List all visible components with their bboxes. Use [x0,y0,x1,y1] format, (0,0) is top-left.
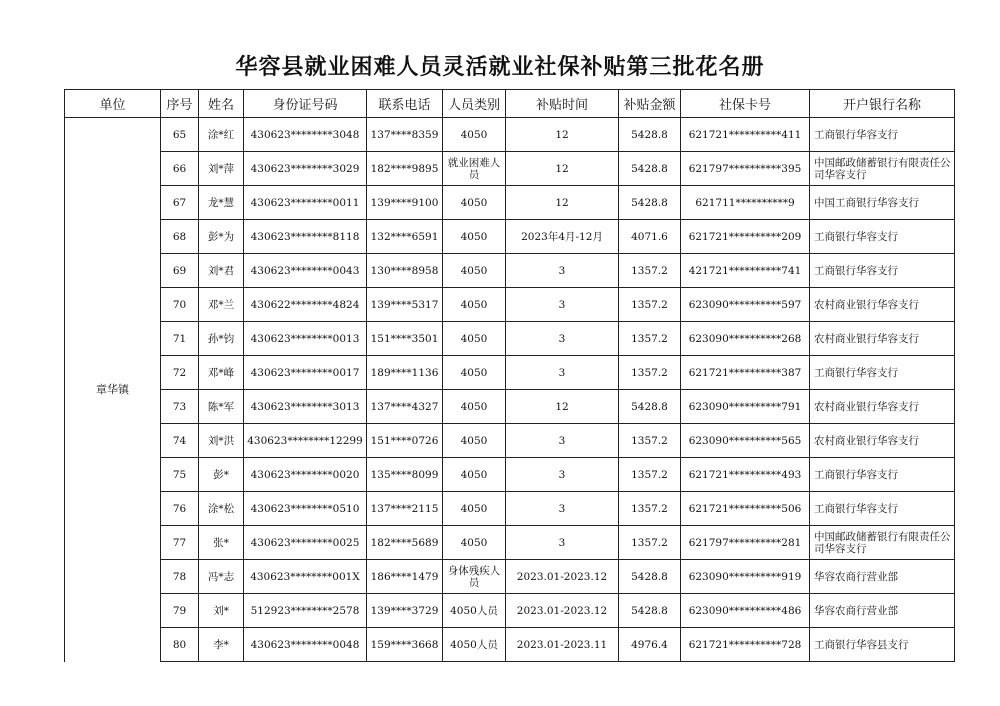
cell-bank: 中国邮政储蓄银行有限责任公司华容支行 [810,152,955,186]
cell-card-number: 621721**********728 [681,628,810,662]
table-row [65,186,955,220]
cell-name: 冯*志 [199,560,244,594]
cell-amount: 5428.8 [619,118,681,152]
cell-id-number: 430623********8118 [244,220,367,254]
cell-bank: 工商银行华容支行 [810,458,955,492]
cell-bank: 中国工商银行华容支行 [810,186,955,220]
table-row [65,458,955,492]
cell-amount: 1357.2 [619,322,681,356]
cell-phone: 137****8359 [367,118,443,152]
cell-no: 72 [161,356,199,390]
cell-period: 3 [506,322,619,356]
col-header-phone: 联系电话 [367,90,443,118]
col-header-card: 社保卡号 [681,90,810,118]
cell-name: 刘*萍 [199,152,244,186]
cell-id-number: 430623********0011 [244,186,367,220]
cell-bank: 工商银行华容支行 [810,118,955,152]
cell-amount: 5428.8 [619,560,681,594]
cell-card-number: 621797**********395 [681,152,810,186]
cell-amount: 1357.2 [619,492,681,526]
cell-phone: 139****9100 [367,186,443,220]
cell-period: 12 [506,390,619,424]
cell-id-number: 430623********0043 [244,254,367,288]
table-row [65,390,955,424]
cell-amount: 1357.2 [619,458,681,492]
col-header-amount: 补贴金额 [619,90,681,118]
cell-period: 3 [506,492,619,526]
cell-bank: 华容农商行营业部 [810,594,955,628]
cell-category: 身体残疾人员 [443,560,506,594]
table-row [65,560,955,594]
cell-category: 4050 [443,288,506,322]
cell-bank: 农村商业银行华容支行 [810,322,955,356]
cell-bank: 工商银行华容支行 [810,254,955,288]
cell-no: 74 [161,424,199,458]
cell-name: 刘*洪 [199,424,244,458]
cell-category: 就业困难人员 [443,152,506,186]
cell-phone: 137****2115 [367,492,443,526]
cell-period: 3 [506,254,619,288]
cell-name: 孙*钧 [199,322,244,356]
cell-amount: 1357.2 [619,254,681,288]
table-row [65,424,955,458]
cell-no: 78 [161,560,199,594]
cell-no: 71 [161,322,199,356]
cell-id-number: 430623********0510 [244,492,367,526]
cell-period: 12 [506,186,619,220]
cell-no: 69 [161,254,199,288]
cell-period: 2023.01-2023.12 [506,560,619,594]
cell-category: 4050 [443,458,506,492]
cell-phone: 182****9895 [367,152,443,186]
cell-name: 龙*慧 [199,186,244,220]
cell-no: 65 [161,118,199,152]
cell-card-number: 621797**********281 [681,526,810,560]
cell-phone: 137****4327 [367,390,443,424]
cell-phone: 139****5317 [367,288,443,322]
cell-card-number: 623090**********268 [681,322,810,356]
cell-amount: 1357.2 [619,526,681,560]
cell-amount: 1357.2 [619,424,681,458]
cell-category: 4050 [443,390,506,424]
cell-category: 4050 [443,118,506,152]
cell-category: 4050 [443,424,506,458]
cell-category: 4050 [443,526,506,560]
cell-no: 80 [161,628,199,662]
cell-period: 3 [506,424,619,458]
cell-id-number: 430623********12299 [244,424,367,458]
cell-no: 66 [161,152,199,186]
cell-name: 陈*军 [199,390,244,424]
cell-phone: 186****1479 [367,560,443,594]
cell-amount: 1357.2 [619,356,681,390]
cell-period: 2023.01-2023.12 [506,594,619,628]
cell-bank: 工商银行华容支行 [810,492,955,526]
table-row [65,526,955,560]
cell-id-number: 430623********001X [244,560,367,594]
cell-phone: 135****8099 [367,458,443,492]
table-row [65,288,955,322]
cell-amount: 5428.8 [619,186,681,220]
col-header-bank: 开户银行名称 [810,90,955,118]
roster-table [64,89,955,662]
cell-name: 李* [199,628,244,662]
cell-category: 4050 [443,254,506,288]
cell-phone: 130****8958 [367,254,443,288]
cell-name: 张* [199,526,244,560]
cell-period: 2023年4月-12月 [506,220,619,254]
cell-phone: 159****3668 [367,628,443,662]
cell-category: 4050人员 [443,628,506,662]
table-row [65,220,955,254]
cell-amount: 5428.8 [619,390,681,424]
cell-id-number: 430623********0017 [244,356,367,390]
cell-category: 4050 [443,186,506,220]
cell-name: 涂*红 [199,118,244,152]
table-row [65,152,955,186]
cell-category: 4050 [443,356,506,390]
cell-period: 3 [506,288,619,322]
cell-amount: 4071.6 [619,220,681,254]
cell-period: 12 [506,118,619,152]
cell-period: 12 [506,152,619,186]
cell-category: 4050 [443,492,506,526]
cell-name: 彭* [199,458,244,492]
table-row [65,356,955,390]
cell-no: 75 [161,458,199,492]
cell-id-number: 430623********3048 [244,118,367,152]
cell-card-number: 623090**********597 [681,288,810,322]
table-row [65,492,955,526]
cell-name: 涂*松 [199,492,244,526]
cell-id-number: 512923********2578 [244,594,367,628]
cell-no: 79 [161,594,199,628]
cell-card-number: 421721**********741 [681,254,810,288]
table-row [65,628,955,662]
cell-id-number: 430623********3029 [244,152,367,186]
cell-bank: 工商银行华容支行 [810,356,955,390]
cell-card-number: 623090**********486 [681,594,810,628]
cell-card-number: 623090**********565 [681,424,810,458]
cell-category: 4050人员 [443,594,506,628]
cell-id-number: 430622********4824 [244,288,367,322]
cell-period: 3 [506,458,619,492]
cell-no: 76 [161,492,199,526]
cell-card-number: 621711**********9 [681,186,810,220]
cell-no: 77 [161,526,199,560]
cell-no: 68 [161,220,199,254]
cell-bank: 农村商业银行华容支行 [810,288,955,322]
cell-card-number: 621721**********493 [681,458,810,492]
cell-bank: 农村商业银行华容支行 [810,424,955,458]
cell-name: 邓*兰 [199,288,244,322]
cell-id-number: 430623********3013 [244,390,367,424]
header-row [65,90,955,118]
cell-name: 彭*为 [199,220,244,254]
page-title: 华容县就业困难人员灵活就业社保补贴第三批花名册 [235,55,765,80]
cell-amount: 5428.8 [619,594,681,628]
table-body [65,118,955,662]
col-header-no: 序号 [161,90,199,118]
table-row [65,594,955,628]
cell-phone: 132****6591 [367,220,443,254]
cell-card-number: 621721**********506 [681,492,810,526]
cell-name: 刘*君 [199,254,244,288]
cell-unit: 章华镇 [65,118,161,662]
table-row [65,322,955,356]
cell-name: 邓*峰 [199,356,244,390]
cell-no: 73 [161,390,199,424]
cell-period: 2023.01-2023.11 [506,628,619,662]
table-row [65,254,955,288]
cell-bank: 农村商业银行华容支行 [810,390,955,424]
cell-card-number: 621721**********209 [681,220,810,254]
cell-no: 70 [161,288,199,322]
cell-category: 4050 [443,220,506,254]
col-header-category: 人员类别 [443,90,506,118]
col-header-id: 身份证号码 [244,90,367,118]
cell-bank: 中国邮政储蓄银行有限责任公司华容支行 [810,526,955,560]
col-header-period: 补贴时间 [506,90,619,118]
col-header-name: 姓名 [199,90,244,118]
cell-phone: 182****5689 [367,526,443,560]
cell-no: 67 [161,186,199,220]
cell-id-number: 430623********0048 [244,628,367,662]
col-header-unit: 单位 [65,90,161,118]
cell-card-number: 623090**********791 [681,390,810,424]
cell-period: 3 [506,356,619,390]
cell-amount: 1357.2 [619,288,681,322]
cell-amount: 4976.4 [619,628,681,662]
cell-name: 刘* [199,594,244,628]
table-row [65,118,955,152]
cell-bank: 工商银行华容县支行 [810,628,955,662]
cell-id-number: 430623********0013 [244,322,367,356]
cell-id-number: 430623********0025 [244,526,367,560]
cell-bank: 华容农商行营业部 [810,560,955,594]
cell-card-number: 623090**********919 [681,560,810,594]
cell-card-number: 621721**********387 [681,356,810,390]
cell-phone: 151****0726 [367,424,443,458]
cell-period: 3 [506,526,619,560]
cell-amount: 5428.8 [619,152,681,186]
cell-bank: 工商银行华容支行 [810,220,955,254]
cell-category: 4050 [443,322,506,356]
cell-phone: 139****3729 [367,594,443,628]
cell-card-number: 621721**********411 [681,118,810,152]
cell-phone: 189****1136 [367,356,443,390]
cell-phone: 151****3501 [367,322,443,356]
cell-id-number: 430623********0020 [244,458,367,492]
